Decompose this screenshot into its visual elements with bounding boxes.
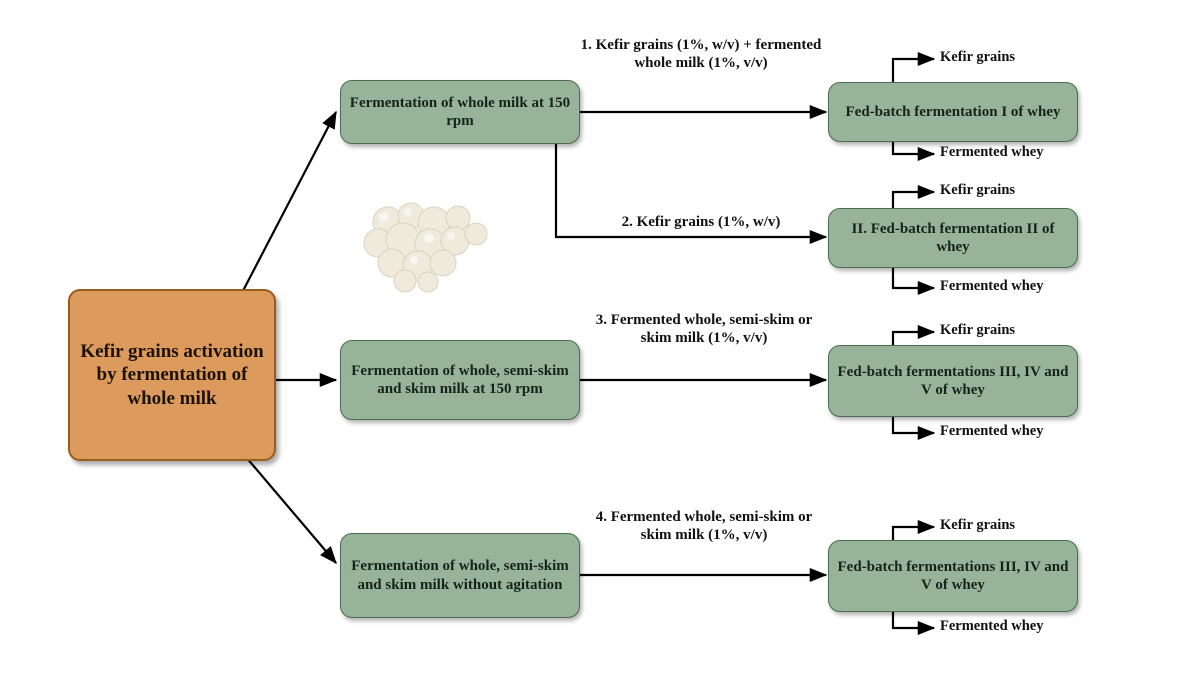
node-fed-batch-fermentations-iii-iv-v-a[interactable] bbox=[828, 345, 1078, 417]
edge-label-step-1: 1. Kefir grains (1%, w/v) + fermented whole milk (1%, v/v) bbox=[580, 37, 822, 72]
edge-label-step-3: 3. Fermented whole, semi-skim or skim milk (1%, v/v) bbox=[595, 312, 813, 347]
output-fermented-whey-2: Fermented whey bbox=[940, 278, 1044, 294]
node-fed-batch-fermentations-iii-iv-v-a-label: Fed-batch fermentations III, IV and V of whey bbox=[837, 363, 1069, 398]
node-fed-batch-fermentation-ii[interactable] bbox=[828, 208, 1078, 268]
node-fed-batch-fermentation-ii-label: II. Fed-batch fermentation II of whey bbox=[851, 220, 1055, 255]
output-fermented-whey-3: Fermented whey bbox=[940, 423, 1044, 439]
node-fed-batch-fermentation-i-label: Fed-batch fermentation I of whey bbox=[845, 103, 1061, 120]
node-fermentation-three-milks-no-agitation[interactable] bbox=[340, 533, 580, 618]
node-kefir-grains-activation-label: Kefir grains activation by fermentation of whole milk bbox=[80, 341, 264, 409]
node-fermentation-three-milks-150rpm[interactable] bbox=[340, 340, 580, 420]
node-fermentation-three-milks-150rpm-label: Fermentation of whole, semi-skim and skim milk at 150 rpm bbox=[351, 362, 569, 397]
edge-label-step-2: 2. Kefir grains (1%, w/v) bbox=[621, 214, 781, 230]
output-kefir-grains-1: Kefir grains bbox=[940, 49, 1016, 65]
node-kefir-grains-activation[interactable] bbox=[68, 289, 276, 461]
node-fed-batch-fermentations-iii-iv-v-b[interactable] bbox=[828, 540, 1078, 612]
edge-label-step-4: 4. Fermented whole, semi-skim or skim milk (1%, v/v) bbox=[595, 509, 813, 544]
kefir-grains-photo bbox=[348, 196, 508, 294]
output-kefir-grains-4: Kefir grains bbox=[940, 517, 1016, 533]
output-kefir-grains-2: Kefir grains bbox=[940, 182, 1016, 198]
output-kefir-grains-3: Kefir grains bbox=[940, 322, 1016, 338]
node-fed-batch-fermentations-iii-iv-v-b-label: Fed-batch fermentations III, IV and V of whey bbox=[837, 558, 1069, 593]
output-fermented-whey-1: Fermented whey bbox=[940, 144, 1044, 160]
output-fermented-whey-4: Fermented whey bbox=[940, 618, 1044, 634]
node-fermentation-whole-milk-150rpm[interactable] bbox=[340, 80, 580, 144]
node-fermentation-whole-milk-150rpm-label: Fermentation of whole milk at 150 rpm bbox=[349, 94, 571, 129]
node-fermentation-three-milks-no-agitation-label: Fermentation of whole, semi-skim and skim milk without agitation bbox=[351, 558, 569, 593]
node-fed-batch-fermentation-i[interactable] bbox=[828, 82, 1078, 142]
